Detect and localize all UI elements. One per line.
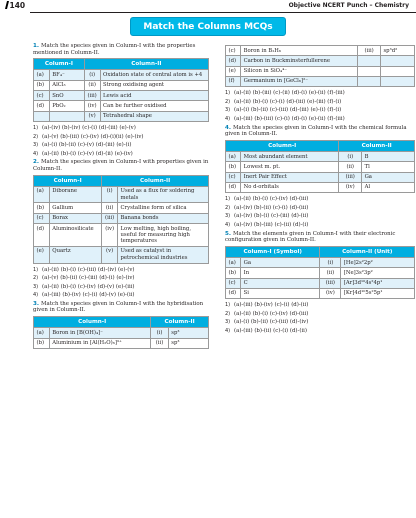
cell: (i) <box>339 152 362 162</box>
answer-option[interactable] <box>225 90 415 97</box>
answer-option[interactable] <box>33 267 209 274</box>
column-header: Column-I <box>34 317 151 328</box>
table-row <box>226 66 415 76</box>
cell: (iii) <box>358 46 381 56</box>
cell: (b) <box>226 162 241 172</box>
cell: Tl <box>362 162 415 172</box>
answer-option[interactable] <box>225 302 415 309</box>
cell: (c) <box>34 213 50 223</box>
table-row <box>34 213 209 223</box>
question-3-table <box>33 316 209 349</box>
answer-option[interactable] <box>225 222 415 229</box>
table-row <box>34 203 209 213</box>
question-3-table-continued <box>225 45 415 87</box>
cell: Inert Pair Effect <box>241 172 339 182</box>
cell: B <box>362 152 415 162</box>
page-header <box>0 0 416 14</box>
cell: Lowest m. pt. <box>241 162 339 172</box>
cell: (i) <box>84 70 100 80</box>
cell: (v) <box>84 111 100 121</box>
table-header-row <box>34 317 209 328</box>
option-text: (a)-(i) (b)-(ii) (c)-(iii) (d)-(iii) (e)-(i) (f)-(i) <box>234 107 342 114</box>
cell: Germanium in [GeCl₆]²⁻ <box>241 76 358 86</box>
question-2-table <box>33 175 209 264</box>
cell: (d) <box>34 224 50 247</box>
cell: sp³ <box>168 338 208 348</box>
cell: Ga <box>362 172 415 182</box>
question-stem: Match the elements given in Column-I with their electronic configuration given in Column-II. <box>225 230 396 244</box>
option-text: (a)-(iv) (b)-(iv) (c)-(i) (d)-(iii) (e)-(v) <box>42 124 136 131</box>
table-header-row <box>34 175 209 186</box>
option-text: (a)-(iii) (b)-(iv) (c)-(i) (d)-(ii) <box>234 302 309 309</box>
answer-option[interactable] <box>33 275 209 282</box>
table-row <box>226 278 415 288</box>
question-3-options <box>225 90 415 122</box>
cell: (iii) <box>84 91 100 101</box>
cell: In <box>241 268 320 278</box>
cell: Al <box>362 182 415 192</box>
answer-option[interactable] <box>33 142 209 149</box>
cell: (ii) <box>339 162 362 172</box>
cell: (iii) <box>339 172 362 182</box>
option-number: 3) <box>33 283 39 290</box>
cell: Silicon in SiO₄⁴⁻ <box>241 66 358 76</box>
table-row <box>226 172 415 182</box>
option-number: 3) <box>33 142 39 149</box>
option-number: 1) <box>33 124 39 131</box>
cell <box>358 56 381 66</box>
column-header: Column-II <box>102 175 209 186</box>
option-text: (a)-(iii) (b)-(iv) (c)-(i) (d)-(v) (e)-(ii) <box>42 292 135 299</box>
table-row <box>34 111 209 121</box>
cell <box>49 111 84 121</box>
table-header-row <box>226 246 415 257</box>
cell: (c) <box>226 278 241 288</box>
cell: Oxidation state of central atom is +4 <box>100 70 209 80</box>
cell <box>358 66 381 76</box>
cell: sp³ <box>168 328 208 338</box>
column-header: Column-II (Unit) <box>320 246 415 257</box>
column-header: Column-II <box>84 59 208 70</box>
cell: (a) <box>34 328 50 338</box>
cell: (v) <box>102 246 118 263</box>
table-row <box>226 268 415 278</box>
left-column <box>33 43 209 352</box>
column-header: Column-II <box>151 317 209 328</box>
cell: Aluminium in [Al(H₂O)₆]³⁺ <box>49 338 151 348</box>
cell: Quartz <box>49 246 102 263</box>
cell: (b) <box>34 203 50 213</box>
table-row <box>226 162 415 172</box>
cell <box>380 66 414 76</box>
question-1-table <box>33 58 209 122</box>
question-5-table <box>225 246 415 299</box>
question-stem: Match the species given in Column-I with the hybridisation given in Column-II. <box>33 300 204 314</box>
cell: (iii) <box>320 278 341 288</box>
option-number: 3) <box>225 107 231 114</box>
column-header: Column-I <box>226 140 339 151</box>
cell: (ii) <box>84 80 100 90</box>
cell: [Ne]3s²3p² <box>341 268 415 278</box>
option-number: 2) <box>225 98 231 105</box>
answer-option[interactable] <box>225 107 415 114</box>
table-row <box>226 46 415 56</box>
table-header-row <box>226 140 415 151</box>
question-number: 1. <box>33 43 40 49</box>
answer-option[interactable] <box>225 205 415 212</box>
cell: (a) <box>34 186 50 203</box>
cell: Low melting, high boiling, useful for measuring high temperatures <box>118 224 209 247</box>
cell: Boron in B₂H₆ <box>241 46 358 56</box>
table-row <box>34 186 209 203</box>
right-column <box>225 45 415 337</box>
cell: (ii) <box>102 203 118 213</box>
answer-option[interactable] <box>225 311 415 318</box>
cell: Banana bonds <box>118 213 209 223</box>
cell: Boron in [B(OH)₄]⁻ <box>49 328 151 338</box>
header-rule <box>30 12 416 13</box>
option-number: 2) <box>225 310 231 317</box>
page-number: 140 <box>6 1 25 10</box>
question-stem: Match the species given in Column-I with properties given in Column-II. <box>33 159 209 172</box>
cell: (iv) <box>84 101 100 111</box>
cell: No d-orbitals <box>241 182 339 192</box>
cell: (a) <box>226 152 241 162</box>
answer-option[interactable] <box>225 196 415 203</box>
option-text: (a)-(iii) (b)-(ii) (c)-(i) (d)-(ii) <box>234 328 308 335</box>
answer-option[interactable] <box>225 213 415 220</box>
cell: (d) <box>226 288 241 298</box>
table-row <box>34 80 209 90</box>
option-number: 1) <box>225 90 231 97</box>
table-row <box>226 76 415 86</box>
table-row <box>34 70 209 80</box>
cell: Tetrahedral shape <box>100 111 209 121</box>
option-number: 1) <box>33 266 39 273</box>
cell <box>34 111 50 121</box>
cell: Gallium <box>49 203 102 213</box>
question-number: 5. <box>225 230 232 237</box>
question-stem: Match the species given in Column-I with the properties mentioned in Column-II. <box>33 43 196 56</box>
cell: Used as catalyst in petrochemical industries <box>118 246 209 263</box>
option-text: (a)-(v) (b)-(iii) (c)-(iv) (d)-(i)(ii) (e)-(iv) <box>42 133 144 140</box>
option-number: 3) <box>225 213 231 220</box>
answer-option[interactable] <box>33 292 209 299</box>
option-number: 4) <box>33 292 39 299</box>
cell: C <box>241 278 320 288</box>
column-header: Column-I <box>34 175 102 186</box>
cell: (ii) <box>151 338 169 348</box>
question-5-text <box>225 231 415 244</box>
option-text: (a)-(iv) (b)-(iii) (c)-(ii) (d)-(i) <box>234 222 309 229</box>
table-row <box>34 246 209 263</box>
option-text: (a)-(i) (b)-(ii) (c)-(iii) (d)-(iv) <box>234 319 309 326</box>
cell: Borax <box>49 213 102 223</box>
option-text: (a)-(ii) (b)-(iii) (c)-(ii) (d)-(i) (e)-(ii) (f)-(iii) <box>234 90 345 97</box>
cell: (iv) <box>320 288 341 298</box>
running-head: Objective NCERT Punch – Chemistry <box>288 2 409 9</box>
table-row <box>226 56 415 66</box>
cell: PbO₂ <box>49 101 84 111</box>
option-number: 4) <box>225 222 231 229</box>
cell: (c) <box>34 91 50 101</box>
answer-option[interactable] <box>33 284 209 291</box>
cell: SnO <box>49 91 84 101</box>
option-number: 1) <box>225 196 231 203</box>
question-2-text <box>33 159 209 172</box>
cell: (f) <box>226 76 241 86</box>
option-number: 2) <box>225 204 231 211</box>
cell <box>380 56 414 66</box>
cell: (d) <box>226 56 241 66</box>
cell: (a) <box>34 70 50 80</box>
cell: (iv) <box>339 182 362 192</box>
section-banner <box>130 17 286 36</box>
option-text: (a)-(ii) (b)-(i) (c)-(v) (d)-(ii) (e)-(iv) <box>42 150 133 157</box>
column-header: Column-II <box>339 140 415 151</box>
cell: (a) <box>226 258 241 268</box>
cell: (i) <box>151 328 169 338</box>
question-stem: Match the species given in Column-I with the chemical formula given in Column-II. <box>225 124 407 138</box>
question-1-options <box>33 125 209 157</box>
answer-option[interactable] <box>33 151 209 158</box>
option-number: 2) <box>33 133 39 140</box>
cell: Strong oxidising agent <box>100 80 209 90</box>
option-text: (a)-(v) (b)-(ii) (c)-(iii) (d)-(i) (e)-(iv) <box>42 275 135 282</box>
cell: Carbon in Buckminsterfullerene <box>241 56 358 66</box>
option-number: 4) <box>225 115 231 122</box>
cell <box>380 76 414 86</box>
cell: (e) <box>226 66 241 76</box>
question-5-options <box>225 302 415 334</box>
cell: (iii) <box>102 213 118 223</box>
question-4-text <box>225 125 415 138</box>
cell: (b) <box>34 80 50 90</box>
option-text: (a)-(ii) (b)-(i) (c)-(iv) (d)-(iii) <box>234 196 309 203</box>
table-row <box>226 288 415 298</box>
cell: sp³d² <box>380 46 414 56</box>
option-text: (a)-(i) (b)-(ii) (c)-(v) (d)-(iii) (e)-(i) <box>42 142 132 149</box>
cell: (c) <box>226 172 241 182</box>
cell: Lewis acid <box>100 91 209 101</box>
question-number: 2. <box>33 159 40 166</box>
column-header: Column-I <box>34 59 85 70</box>
question-4-table <box>225 140 415 193</box>
question-number: 3. <box>33 300 40 307</box>
option-text: (a)-(iv) (b)-(i) (c)-(iii) (d)-(ii) <box>234 213 309 220</box>
answer-option[interactable] <box>225 328 415 335</box>
option-text: (a)-(iv) (b)-(ii) (c)-(i) (d)-(iii) <box>234 204 309 211</box>
table-row <box>34 338 209 348</box>
table-row <box>226 258 415 268</box>
cell: Diborane <box>49 186 102 203</box>
cell: (d) <box>34 101 50 111</box>
cell: (ii) <box>320 268 341 278</box>
answer-option[interactable] <box>225 116 415 123</box>
cell: (b) <box>226 268 241 278</box>
column-header: Column-I (Symbol) <box>226 246 320 257</box>
option-number: 3) <box>225 319 231 326</box>
option-number: 2) <box>33 275 39 282</box>
question-2-options <box>33 267 209 299</box>
table-header-row <box>34 59 209 70</box>
cell: Ga <box>241 258 320 268</box>
cell: BF₄⁻ <box>49 70 84 80</box>
option-number: 1) <box>225 302 231 309</box>
table-row <box>34 101 209 111</box>
cell: (i) <box>102 186 118 203</box>
cell: Most abundant element <box>241 152 339 162</box>
cell: Crystalline form of silica <box>118 203 209 213</box>
cell: AlCl₃ <box>49 80 84 90</box>
cell <box>358 76 381 86</box>
option-text: (a)-(iii) (b)-(iii) (c)-(i) (d)-(i) (e)-(ii) (f)-(iii) <box>234 115 345 122</box>
option-text: (a)-(ii) (b)-(i) (c)-(iv) (d)-(v) (e)-(iii) <box>42 283 135 290</box>
answer-option[interactable] <box>225 319 415 326</box>
section-title: Match the Columns MCQs <box>143 21 273 32</box>
question-4-options <box>225 196 415 228</box>
table-row <box>226 182 415 192</box>
option-number: 4) <box>33 150 39 157</box>
cell: (d) <box>226 182 241 192</box>
question-number: 4. <box>225 124 232 131</box>
table-row <box>226 152 415 162</box>
question-3-text <box>33 301 209 314</box>
option-number: 4) <box>225 328 231 335</box>
cell: Si <box>241 288 320 298</box>
answer-option[interactable] <box>33 134 209 141</box>
question-1-text <box>33 43 209 56</box>
table-row <box>34 91 209 101</box>
option-text: (a)-(ii) (b)-(i) (c)-(iv) (d)-(iii) <box>234 310 309 317</box>
option-text: (a)-(ii) (b)-(i) (c)-(i) (d)-(iii) (e)-(iii) (f)-(i) <box>234 98 342 105</box>
cell: Used as a flux for soldering metals <box>118 186 209 203</box>
answer-option[interactable] <box>225 99 415 106</box>
cell: [He]2s²2p² <box>341 258 415 268</box>
cell: (i) <box>320 258 341 268</box>
cell: (b) <box>34 338 50 348</box>
table-row <box>34 224 209 247</box>
table-row <box>34 328 209 338</box>
option-text: (a)-(ii) (b)-(i) (c)-(iii) (d)-(iv) (e)-(v) <box>42 266 135 273</box>
cell: (e) <box>34 246 50 263</box>
answer-option[interactable] <box>33 125 209 132</box>
cell: (c) <box>226 46 241 56</box>
cell: [Ar]3d¹⁰4s²4p¹ <box>341 278 415 288</box>
cell: Aluminosilicate <box>49 224 102 247</box>
cell: (iv) <box>102 224 118 247</box>
cell: Can be further oxidised <box>100 101 209 111</box>
cell: [Kr]4d¹⁰5s²5p¹ <box>341 288 415 298</box>
